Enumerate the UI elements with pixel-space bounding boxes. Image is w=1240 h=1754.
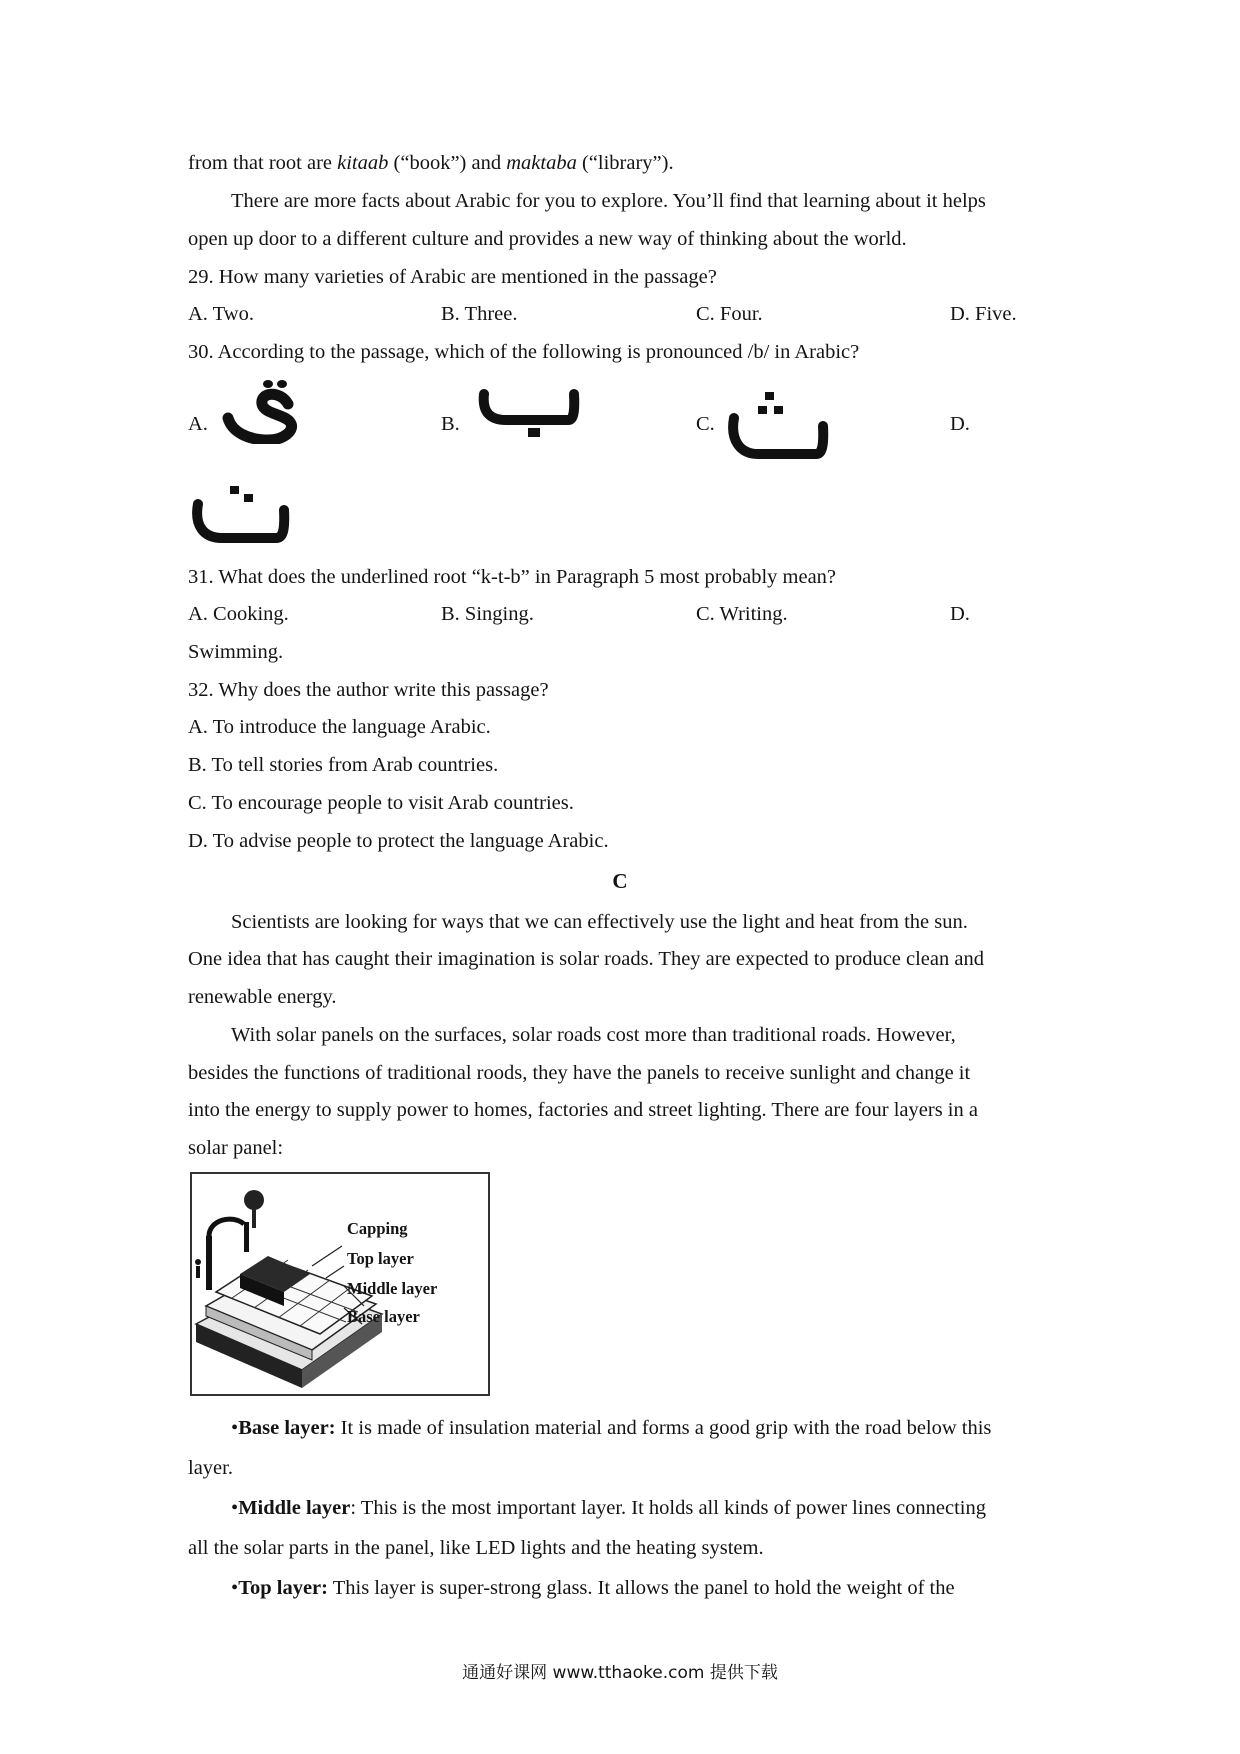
- text-run: from that root are: [188, 152, 338, 174]
- term-label: Base layer:: [238, 1417, 336, 1439]
- text-run: (“library”).: [576, 152, 674, 174]
- diagram-label-top-layer: Top layer: [347, 1249, 414, 1268]
- question-31-stem: 31. What does the underlined root “k-t-b” in Paragraph 5 most probably mean?: [188, 566, 837, 588]
- question-29-stem: 29. How many varieties of Arabic are mentioned in the passage?: [188, 266, 717, 288]
- q31-option-b: B. Singing.: [441, 603, 534, 625]
- q32-option-b: B. To tell stories from Arab countries.: [188, 754, 499, 776]
- passage-line: renewable energy.: [188, 986, 337, 1008]
- q32-option-d: D. To advise people to protect the language Arabic.: [188, 830, 609, 852]
- text-run: : This is the most important layer. It holds all kinds of power lines connecting: [350, 1497, 986, 1519]
- q31-option-d: D.: [950, 603, 970, 625]
- diagram-label-middle-layer: Middle layer: [347, 1279, 438, 1298]
- q32-option-c: C. To encourage people to visit Arab countries.: [188, 792, 574, 814]
- term-label: Middle layer: [238, 1497, 351, 1519]
- passage-line: solar panel:: [188, 1137, 284, 1159]
- q30-option-d: D.: [950, 413, 970, 435]
- passage-line: [188, 150, 674, 176]
- q32-option-a: A. To introduce the language Arabic.: [188, 716, 491, 738]
- middle-layer-description: [231, 1495, 986, 1521]
- solar-panel-diagram: [190, 1172, 490, 1396]
- arabic-letter-ba-icon: [476, 386, 580, 438]
- passage-line: into the energy to supply power to homes, factories and street lighting. There are four layers in a: [188, 1099, 978, 1121]
- passage-line: There are more facts about Arabic for you to explore. You’ll find that learning about it helps: [231, 190, 986, 212]
- term-label: Top layer:: [238, 1577, 328, 1599]
- diagram-label-capping: Capping: [347, 1219, 408, 1238]
- passage-line: all the solar parts in the panel, like LED lights and the heating system.: [188, 1537, 764, 1559]
- diagram-label-base-layer: Base layer: [347, 1307, 420, 1326]
- passage-line: With solar panels on the surfaces, solar roads cost more than traditional roads. However,: [231, 1024, 956, 1046]
- q29-option-b: B. Three.: [441, 303, 518, 325]
- q29-option-a: A. Two.: [188, 303, 254, 325]
- page-footer: 通通好课网 www.tthaoke.com 提供下载: [462, 1663, 778, 1683]
- bullet-icon: •: [231, 1577, 239, 1599]
- base-layer-description: [231, 1415, 991, 1441]
- solar-road-illustration-icon: [192, 1174, 488, 1394]
- arabic-letter-tha-icon: [722, 384, 830, 466]
- arabic-letter-ta-icon: [188, 482, 292, 550]
- text-run: (“book”) and: [388, 152, 507, 174]
- question-30-stem: 30. According to the passage, which of the following is pronounced /b/ in Arabic?: [188, 341, 860, 363]
- italic-word: maktaba: [506, 152, 577, 174]
- passage-line: open up door to a different culture and provides a new way of thinking about the world.: [188, 228, 907, 250]
- q31-option-a: A. Cooking.: [188, 603, 289, 625]
- passage-line: One idea that has caught their imagination is solar roads. They are expected to produce clean and: [188, 948, 984, 970]
- q31-option-c: C. Writing.: [696, 603, 788, 625]
- q30-option-c: C.: [696, 413, 715, 435]
- q30-option-b: B.: [441, 413, 460, 435]
- question-32-stem: 32. Why does the author write this passage?: [188, 679, 549, 701]
- arabic-letter-ya-icon: [218, 378, 302, 444]
- text-run: It is made of insulation material and forms a good grip with the road below this: [335, 1417, 992, 1439]
- passage-line: besides the functions of traditional roods, they have the panels to receive sunlight and change it: [188, 1062, 971, 1084]
- q31-option-d-continued: Swimming.: [188, 641, 284, 663]
- section-heading: C: [612, 869, 628, 893]
- q29-option-d: D. Five.: [950, 303, 1017, 325]
- passage-line: Scientists are looking for ways that we can effectively use the light and heat from the sun.: [231, 911, 968, 933]
- text-run: This layer is super-strong glass. It allows the panel to hold the weight of the: [327, 1577, 955, 1599]
- italic-word: kitaab: [337, 152, 389, 174]
- bullet-icon: •: [231, 1417, 239, 1439]
- bullet-icon: •: [231, 1497, 239, 1519]
- q29-option-c: C. Four.: [696, 303, 763, 325]
- q30-option-a: A.: [188, 413, 208, 435]
- passage-line: layer.: [188, 1457, 233, 1479]
- top-layer-description: [231, 1575, 955, 1601]
